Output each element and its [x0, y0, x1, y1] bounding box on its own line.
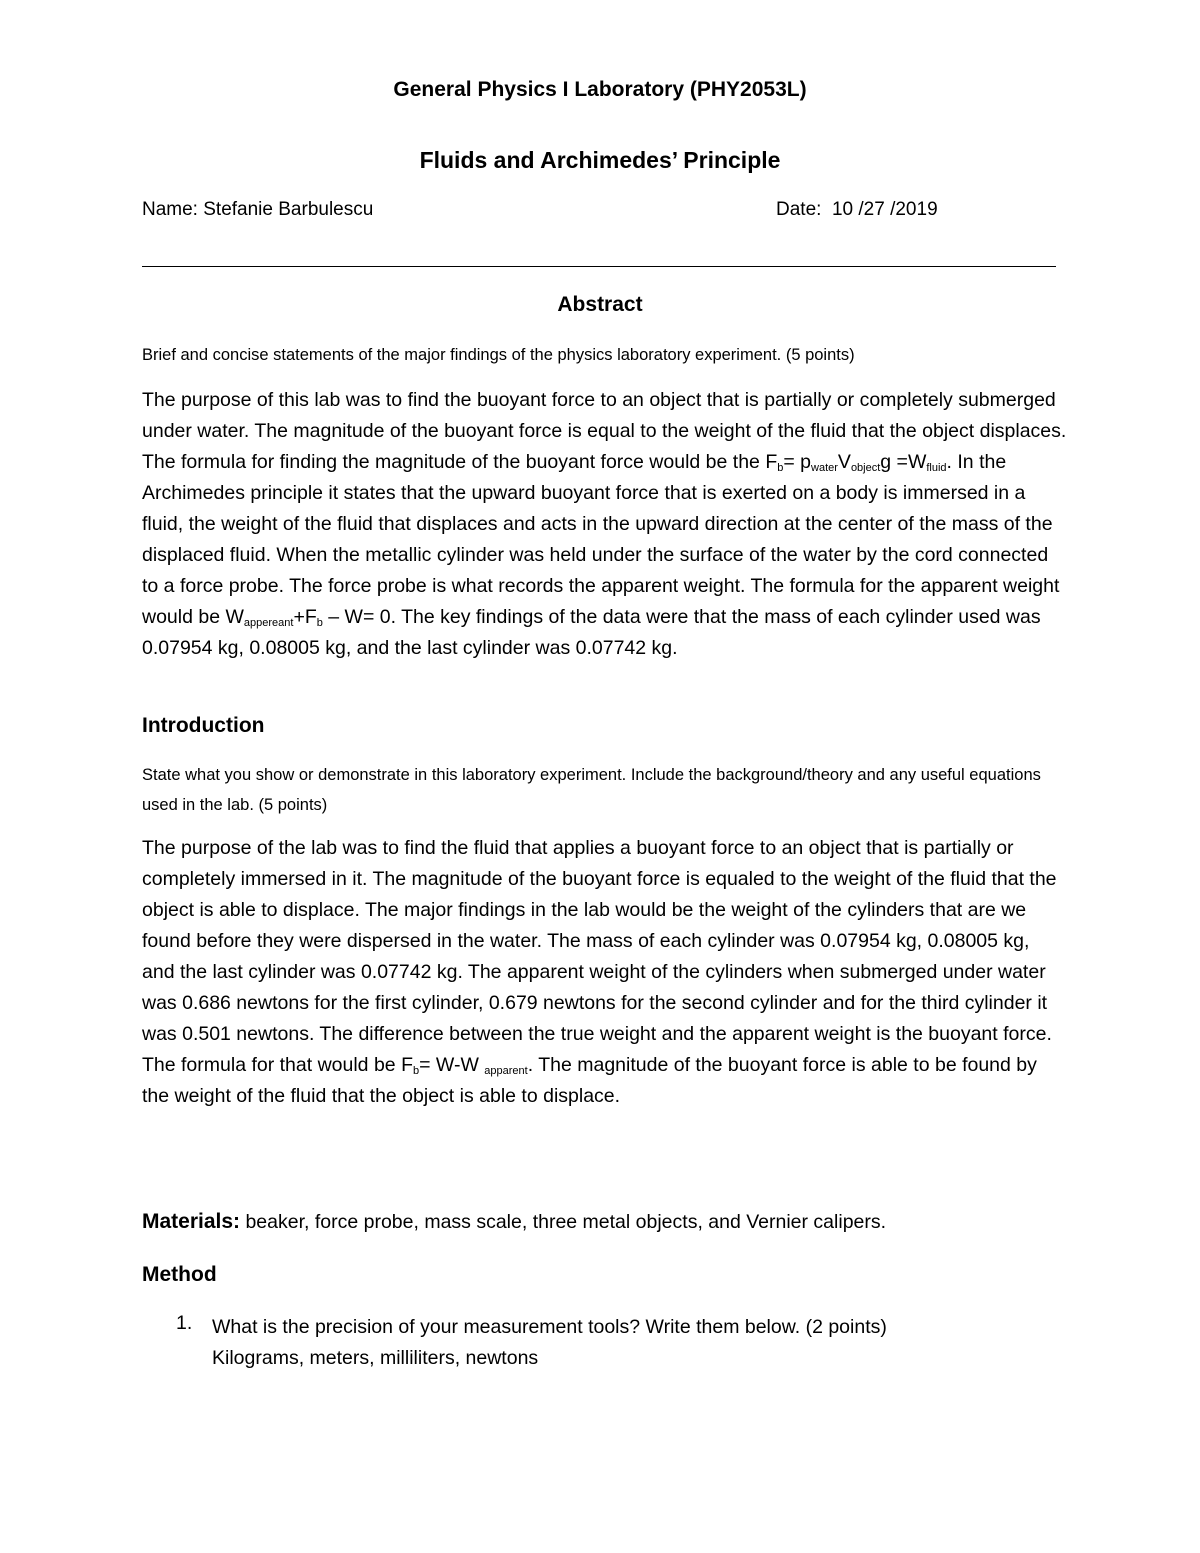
date-value: 10 /27 /2019 [831, 199, 938, 220]
introduction-paragraph: The purpose of the lab was to find the fluid that applies a buoyant force to an object that is partially or completely immersed in it. The magnitude of the buoyant force is equaled to the weight of the fluid that the object is able to displace. The major findings in the lab would be the weight of the cylinders that are we found before they were dispersed in the water. The mass of each cylinder was 0.07954 kg, 0.08005 kg, and the last cylinder was 0.07742 kg. The apparent weight of the cylinders when submerged under water was 0.686 newtons for the first cylinder, 0.679 newtons for the second cylinder and for the third cylinder it was 0.501 newtons. The difference between the true weight and the apparent weight is the buoyant force. The formula for that would be $F_b= W-W$ $_{apparent}$. The magnitude of the buoyant force is able to be found by the weight of the fluid that the object is able to displace. [142, 837, 1057, 1107]
list-item [212, 1312, 1062, 1374]
abstract-instruction: Brief and concise statements of the major findings of the physics laboratory experiment. (5 points) [142, 346, 855, 364]
course-title: General Physics I Laboratory (PHY2053L) [393, 78, 807, 101]
list-item-answer: Kilograms, meters, milliliters, newtons [212, 1347, 539, 1369]
materials-text: beaker, force probe, mass scale, three metal objects, and Vernier calipers. [240, 1211, 887, 1233]
abstract-heading: Abstract [557, 293, 643, 316]
date-line [776, 199, 938, 221]
name-label: Name: [142, 199, 198, 220]
materials-label: Materials: [142, 1210, 241, 1233]
name-value: Stefanie Barbulescu [203, 199, 374, 220]
list-item-question: What is the precision of your measurement tools? Write them below. (2 points) [212, 1316, 887, 1338]
name-line [142, 199, 373, 221]
introduction-heading: Introduction [142, 714, 265, 737]
date-label: Date: [776, 199, 822, 220]
lab-title: Fluids and Archimedes’ Principle [419, 147, 781, 173]
abstract-paragraph: The purpose of this lab was to find the buoyant force to an object that is partially or completely submerged under water. The magnitude of the buoyant force is equal to the weight of the fluid that the object displaces. The formula for finding the magnitude of the buoyant force would be the $F_b= p_{water}V_{object}g =W_{fluid}$. In the Archimedes principle it states that the upward buoyant force that is exerted on a body is immersed in a fluid, the weight of the fluid that displaces and acts in the upward direction at the center of the mass of the displaced fluid. When the metallic cylinder was held under the surface of the water by the cord connected to a force probe. The force probe is what records the apparent weight. The formula for the apparent weight would be $W_{appereant}+F_b - W= 0$. The key findings of the data were that the mass of each cylinder used was 0.07954 kg, 0.08005 kg, and the last cylinder was 0.07742 kg. [142, 389, 1067, 659]
horizontal-rule [142, 266, 1056, 267]
introduction-instruction: State what you show or demonstrate in this laboratory experiment. Include the background/theory and any useful equations used in the lab. (5 points) [142, 766, 1041, 814]
method-heading: Method [142, 1263, 217, 1286]
materials-line [142, 1210, 886, 1234]
list-item-number: 1. [176, 1312, 193, 1334]
